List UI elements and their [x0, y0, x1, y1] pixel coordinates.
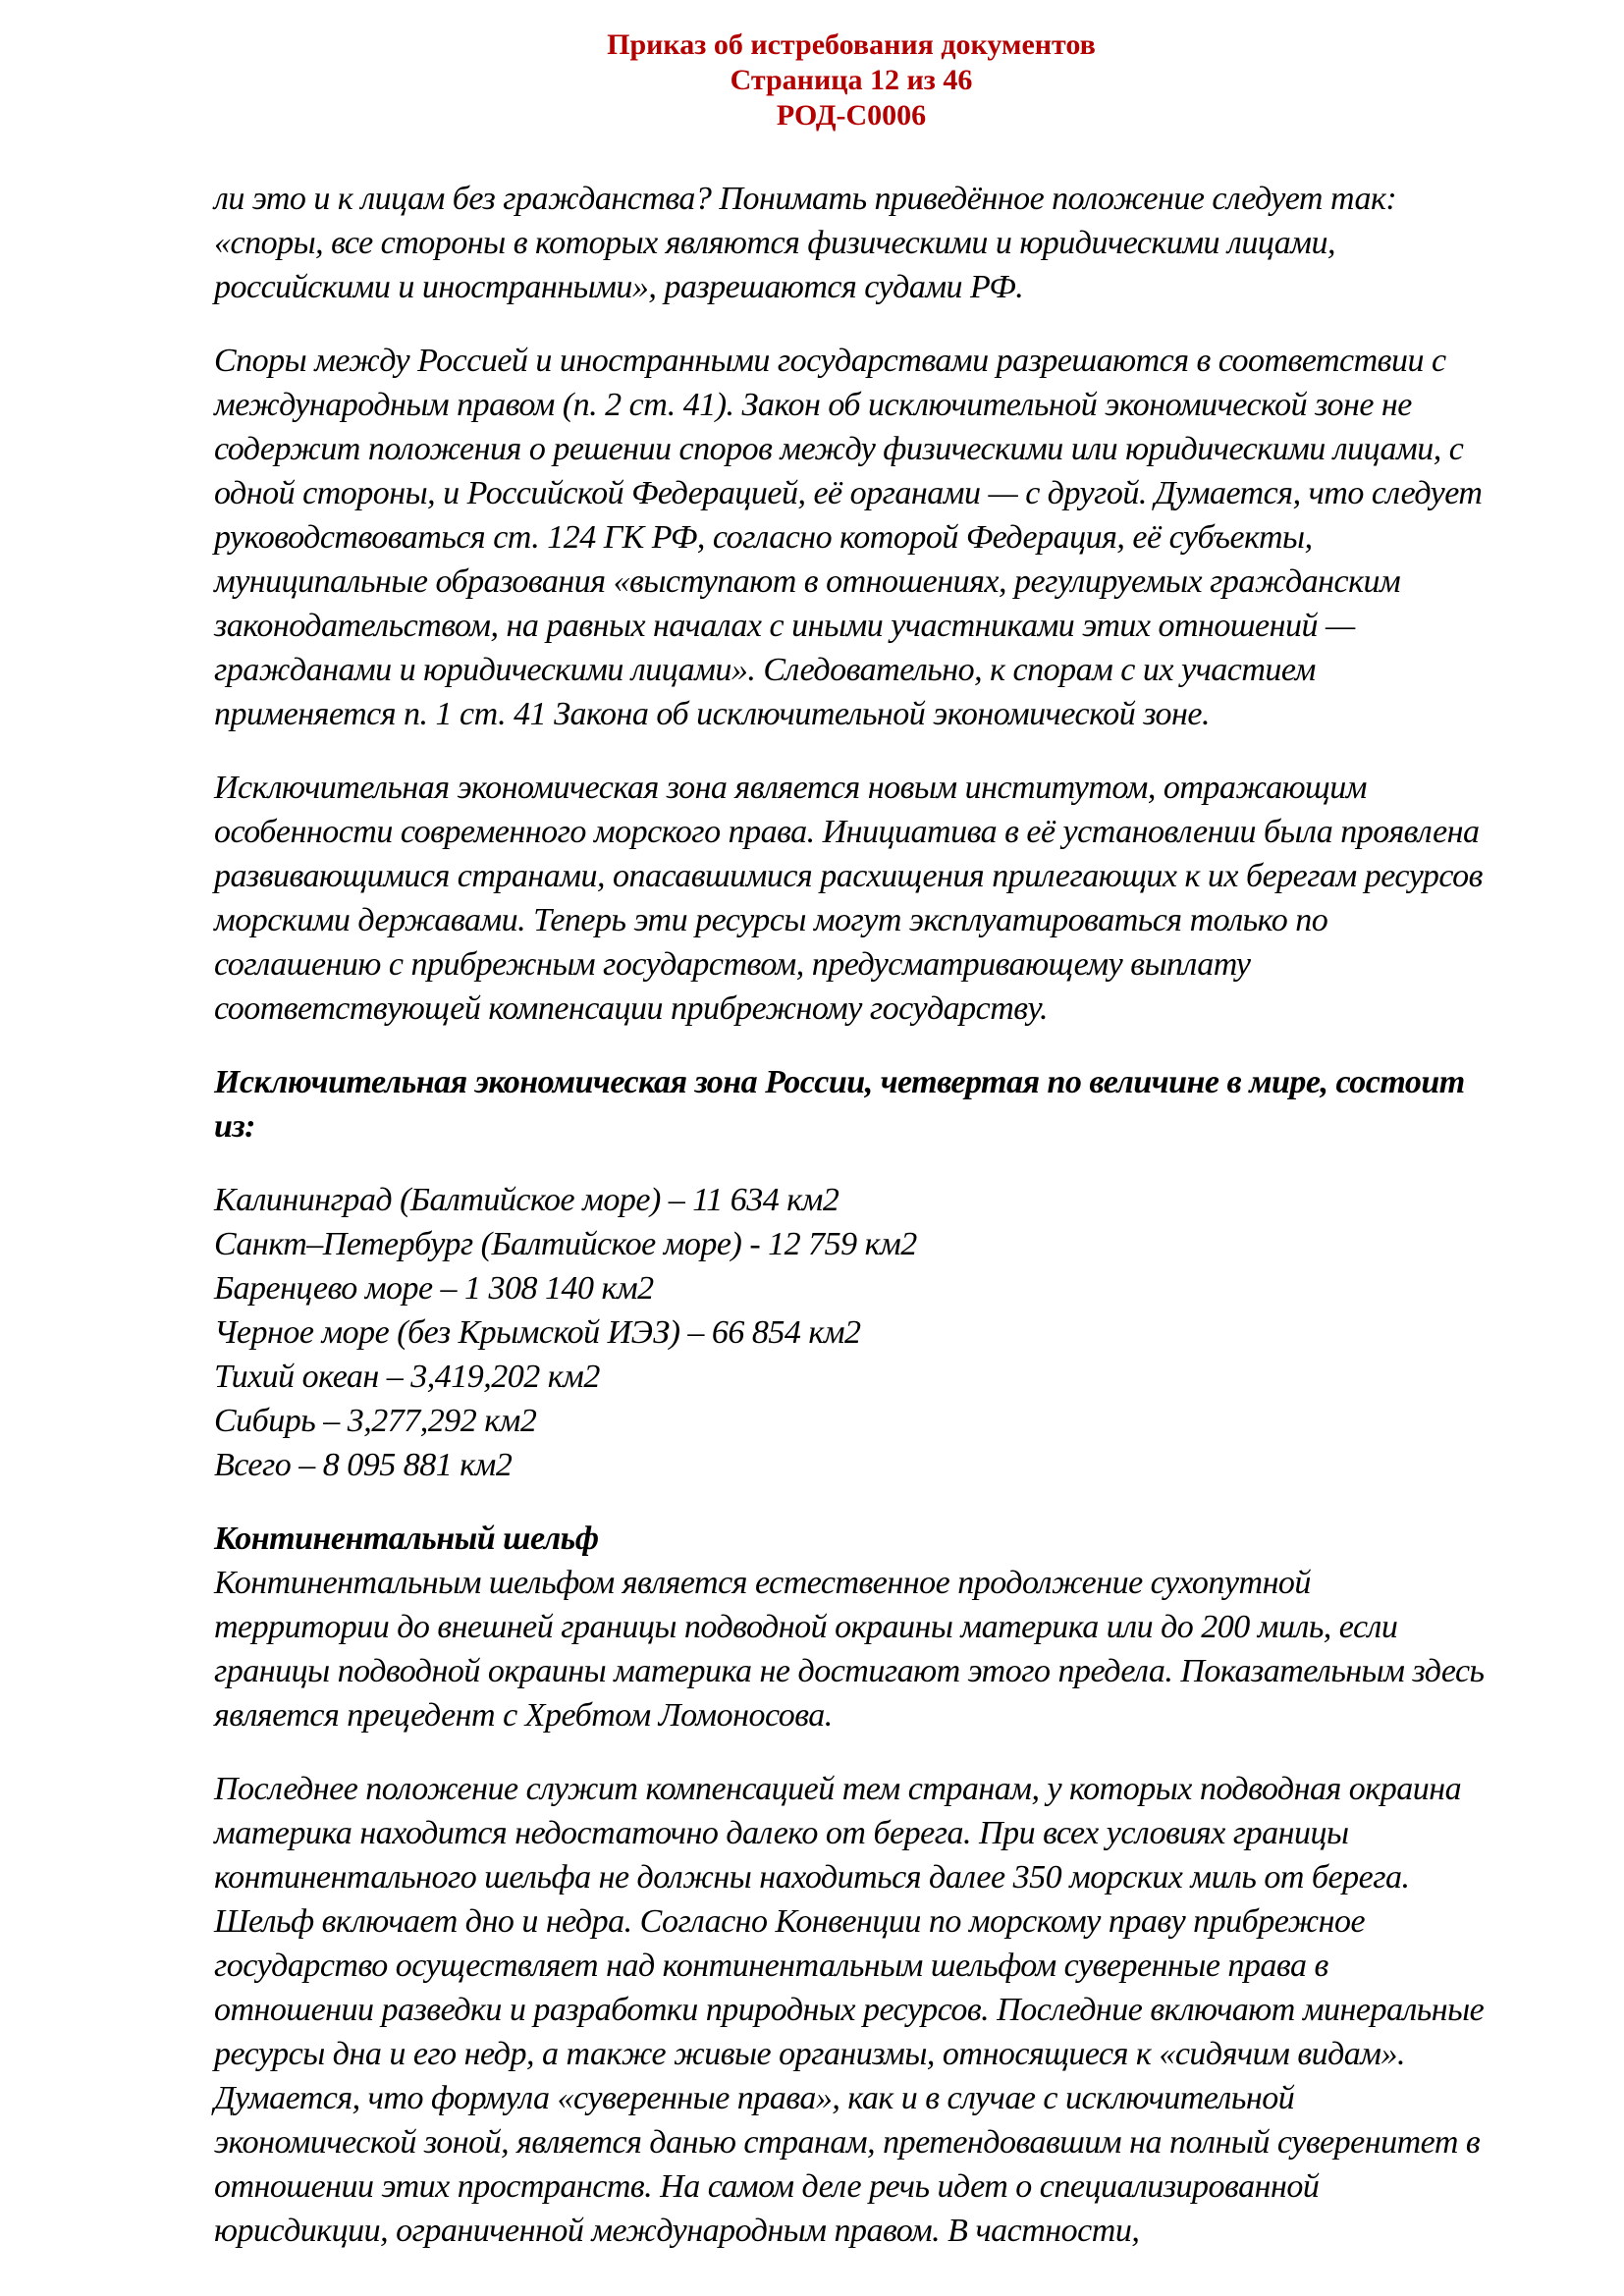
continental-shelf-section	[214, 1517, 1489, 1737]
eez-composition-heading: Исключительная экономическая зона России, четвертая по величине в мире, состоит из:	[214, 1064, 1465, 1145]
eez-list-item-black-sea: Черное море (без Крымской ИЭЗ) – 66 854 км2	[214, 1314, 861, 1351]
eez-list-item-petersburg: Санкт–Петербург (Балтийское море) - 12 759 км2	[214, 1226, 917, 1262]
paragraph-shelf-rights: Последнее положение служит компенсацией тем странам, у которых подводная окраина материка находится недостаточно далеко от берега. При всех условиях границы континентального шельфа не должны находиться далее 350 морских миль от берега. Шельф включает дно и недра. Согласно Конвенции по морскому праву прибрежное государство осуществляет над континентальным шельфом суверенные права в отношении разведки и разработки природных ресурсов. Последние включают минеральные ресурсы дна и его недр, а также живые организмы, относящиеся к «сидячим видам». Думается, что формула «суверенные права», как и в случае с исключительной экономической зоной, является данью странам, претендовавшим на полный суверенитет в отношении этих пространств. На самом деле речь идет о специализированной юрисдикции, ограниченной международным правом. В частности,	[214, 1771, 1485, 2249]
eez-list-item-barents: Баренцево море – 1 308 140 км2	[214, 1270, 654, 1307]
eez-area-list	[214, 1178, 1489, 1487]
document-code: РОД-С0006	[776, 99, 927, 132]
document-title: Приказ об истребования документов	[607, 28, 1096, 61]
paragraph-citizenship-disputes: ли это и к лицам без гражданства? Понимать приведённое положение следует так: «споры, все стороны в которых являются физическими и юридическими лицами, российскими и иностранными», разрешаются судами РФ.	[214, 181, 1397, 305]
eez-list-item-pacific: Тихий океан – 3,419,202 км2	[214, 1359, 600, 1395]
paragraph-eez-institute: Исключительная экономическая зона является новым институтом, отражающим особенности современного морского права. Инициатива в её установлении была проявлена развивающимися странами, опасавшимися расхищения прилегающих к их берегам ресурсов морскими державами. Теперь эти ресурсы могут эксплуатироваться только по соглашению с прибрежным государством, предусматривающему выплату соответствующей компенсации прибрежному государству.	[214, 770, 1483, 1027]
paragraph-state-disputes: Споры между Россией и иностранными государствами разрешаются в соответствии с международным правом (п. 2 ст. 41). Закон об исключительной экономической зоне не содержит положения о решении споров между физическими или юридическими лицами, с одной стороны, и Российской Федерацией, её органами — с другой. Думается, что следует руководствоваться ст. 124 ГК РФ, согласно которой Федерация, её субъекты, муниципальные образования «выступают в отношениях, регулируемых гражданским законодательством, на равных началах с иными участниками этих отношений — гражданами и юридическими лицами». Следовательно, к спорам с их участием применяется п. 1 ст. 41 Закона об исключительной экономической зоне.	[214, 343, 1483, 732]
document-body	[214, 177, 1489, 2253]
eez-list-item-total: Всего – 8 095 881 км2	[214, 1447, 513, 1483]
paragraph-shelf-definition: Континентальным шельфом является естественное продолжение сухопутной территории до внешней границы подводной окраины материка или до 200 миль, если границы подводной окраины материка не достигают этого предела. Показательным здесь является прецедент с Хребтом Ломоносова.	[214, 1565, 1485, 1734]
eez-list-item-kaliningrad: Калининград (Балтийское море) – 11 634 км2	[214, 1182, 839, 1218]
continental-shelf-heading: Континентальный шельф	[214, 1521, 599, 1557]
page-indicator: Страница 12 из 46	[730, 64, 973, 96]
document-header	[214, 27, 1489, 133]
eez-list-item-siberia: Сибирь – 3,277,292 км2	[214, 1403, 537, 1439]
